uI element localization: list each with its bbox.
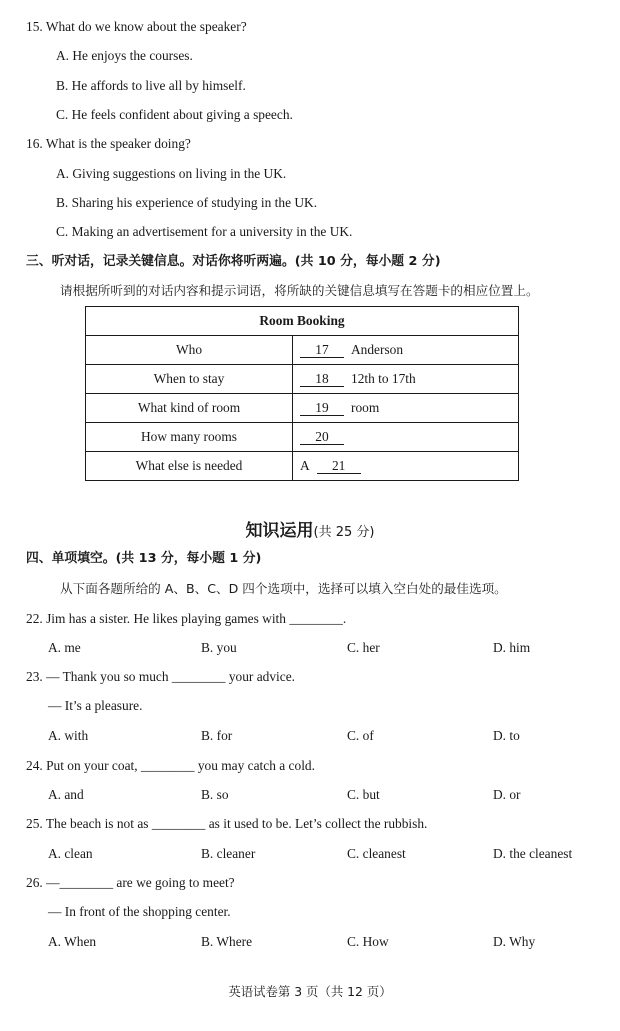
row-label: How many rooms [86, 423, 293, 452]
part4-instruction: 从下面各题所给的 A、B、C、D 四个选项中，选择可以填入空白处的最佳选项。 [60, 581, 507, 596]
question-16-option-b: B. Sharing his experience of studying in the UK. [56, 195, 318, 210]
question-26-option-c: C. How [347, 934, 389, 949]
row-label: What else is needed [86, 452, 293, 481]
room-booking-table [85, 306, 519, 481]
section-points: (共 25 分) [313, 525, 375, 540]
table-row [86, 336, 519, 365]
question-15-option-b: B. He affords to live all by himself. [56, 78, 246, 93]
question-25-option-c: C. cleanest [347, 846, 406, 861]
question-23-option-d: D. to [493, 728, 520, 743]
row-label: What kind of room [86, 394, 293, 423]
row-suffix: room [351, 400, 380, 415]
knowledge-section-title [0, 519, 620, 545]
row-prefix: A [300, 458, 310, 473]
question-16-stem: 16. What is the speaker doing? [26, 136, 191, 151]
question-24-option-c: C. but [347, 787, 380, 802]
answer-blank-18[interactable]: 18 [300, 371, 344, 387]
question-23-option-b: B. for [201, 728, 233, 743]
table-row [86, 365, 519, 394]
question-15-option-c: C. He feels confident about giving a speech. [56, 107, 293, 122]
question-22-option-b: B. you [201, 640, 237, 655]
table-row [86, 423, 519, 452]
row-suffix: 12th to 17th [351, 371, 416, 386]
question-15-option-a: A. He enjoys the courses. [56, 48, 193, 63]
question-23-option-a: A. with [48, 728, 89, 743]
question-22-option-d: D. him [493, 640, 531, 655]
question-24-option-a: A. and [48, 787, 84, 802]
question-26-option-d: D. Why [493, 934, 536, 949]
question-15-stem: 15. What do we know about the speaker? [26, 19, 247, 34]
question-22-option-a: A. me [48, 640, 81, 655]
part4-heading: 四、单项填空。(共 13 分，每小题 1 分) [26, 551, 262, 566]
page-footer [0, 983, 620, 1001]
row-value [293, 365, 519, 394]
row-suffix: Anderson [351, 342, 404, 357]
question-26-option-a: A. When [48, 934, 97, 949]
question-22-option-c: C. her [347, 640, 380, 655]
section-title-text: 知识运用 [245, 521, 314, 541]
row-value [293, 336, 519, 365]
question-26-reply: — In front of the shopping center. [48, 904, 231, 919]
answer-blank-19[interactable]: 19 [300, 400, 344, 416]
question-25-stem: 25. The beach is not as ________ as it used to be. Let’s collect the rubbish. [26, 816, 428, 831]
table-row [86, 394, 519, 423]
question-25-option-b: B. cleaner [201, 846, 256, 861]
table-title: Room Booking [86, 307, 519, 336]
table-row [86, 452, 519, 481]
part3-heading: 三、听对话，记录关键信息。对话你将听两遍。(共 10 分，每小题 2 分) [26, 254, 441, 269]
question-24-option-b: B. so [201, 787, 229, 802]
question-25-option-a: A. clean [48, 846, 93, 861]
question-16-option-c: C. Making an advertisement for a university in the UK. [56, 224, 353, 239]
row-value [293, 394, 519, 423]
row-label: Who [86, 336, 293, 365]
row-label: When to stay [86, 365, 293, 394]
row-value [293, 452, 519, 481]
question-23-option-c: C. of [347, 728, 374, 743]
question-26-option-b: B. Where [201, 934, 253, 949]
question-24-option-d: D. or [493, 787, 521, 802]
question-23-stem: 23. — Thank you so much ________ your advice. [26, 669, 296, 684]
question-16-option-a: A. Giving suggestions on living in the UK. [56, 166, 287, 181]
answer-blank-20[interactable]: 20 [300, 429, 344, 445]
part3-instruction: 请根据所听到的对话内容和提示词语，将所缺的关键信息填写在答题卡的相应位置上。 [60, 283, 539, 298]
answer-blank-17[interactable]: 17 [300, 342, 344, 358]
question-24-stem: 24. Put on your coat, ________ you may catch a cold. [26, 758, 315, 773]
question-25-option-d: D. the cleanest [493, 846, 573, 861]
answer-blank-21[interactable]: 21 [317, 458, 361, 474]
question-23-reply: — It’s a pleasure. [48, 698, 143, 713]
footer-text: 英语试卷第 3 页（共 12 页） [228, 984, 392, 999]
row-value [293, 423, 519, 452]
question-26-stem: 26. —________ are we going to meet? [26, 875, 235, 890]
question-22-stem: 22. Jim has a sister. He likes playing games with ________. [26, 611, 347, 626]
